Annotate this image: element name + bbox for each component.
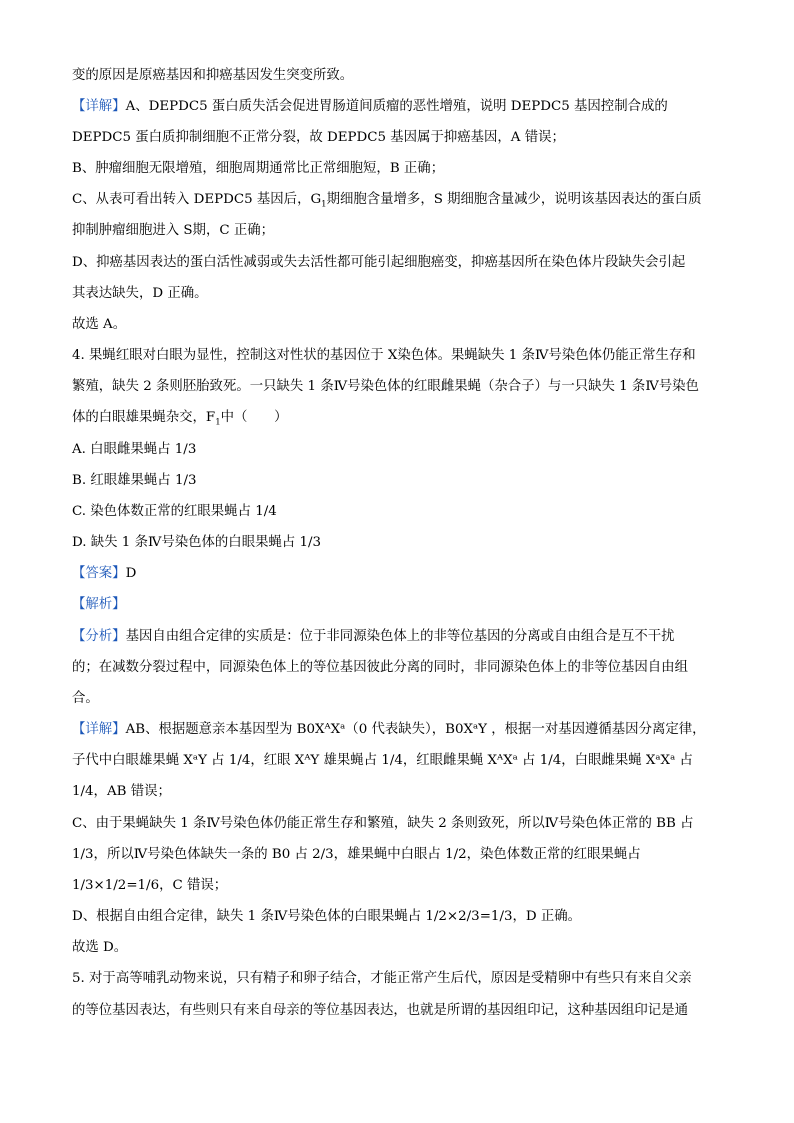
section-tag: 【答案】 [72,566,126,581]
text-line: 合。 [72,691,99,706]
text-line: 变的原因是原癌基因和抑癌基因发生突变所致。 [72,68,354,83]
text-line: C、从表可看出转入 DEPDC5 基因后，$G_1$期细胞含量增多，S 期细胞含量减少，说明该基因表达的蛋白质 [72,192,702,210]
text-line: 【详解】A、DEPDC5 蛋白质失活会促进胃肠道间质瘤的恶性增殖，说明 DEPDC5 基因控制合成的 [72,99,668,114]
section-tag: 【分析】 [72,629,126,644]
text-line: 1/4，AB 错误； [72,784,171,799]
text-line: 故选 A。 [72,317,127,332]
question-stem: 繁殖，缺失 2 条则胚胎致死。一只缺失 1 条Ⅳ号染色体的红眼雌果蝇（杂合子）与一只缺失 1 条Ⅳ号染色 [72,379,699,394]
text-line: 故选 D。 [72,940,128,955]
text-line: DEPDC5 蛋白质抑制细胞不正常分裂，故 DEPDC5 基因属于抑癌基因，A 错误； [72,130,565,145]
option-c: C. 染色体数正常的红眼果蝇占 1/4 [72,504,277,519]
text-line: C、由于果蝇缺失 1 条Ⅳ号染色体仍能正常生存和繁殖，缺失 2 条则致死，所以Ⅳ号染色体正常的 BB 占 [72,816,694,831]
answer-line: 【答案】D [72,566,137,581]
text-line: 1/3，所以Ⅳ号染色体缺失一条的 B0 占 2/3，雄果蝇中白眼占 1/2，染色体数正常的红眼果蝇占 [72,847,641,862]
section-tag: 【详解】 [72,99,126,114]
option-a: A. 白眼雌果蝇占 1/3 [72,442,197,457]
text-line: D、抑癌基因表达的蛋白活性减弱或失去活性都可能引起细胞癌变，抑癌基因所在染色体片段缺失会引起 [72,255,686,270]
analysis-heading [72,595,126,615]
text-line: B、肿瘤细胞无限增殖，细胞周期通常比正常细胞短，B 正确； [72,161,445,176]
section-tag: 【解析】 [72,597,126,612]
text-line: 【详解】AB、根据题意亲本基因型为 B0XᴬXᵃ（0 代表缺失），B0XᵃY ，根据一对基因遵循基因分离定律， [72,722,706,737]
text-line: 的；在减数分裂过程中，同源染色体上的等位基因彼此分离的同时，非同源染色体上的非等位基因自由组 [72,660,688,675]
option-b: B. 红眼雄果蝇占 1/3 [72,473,197,488]
text-line: 子代中白眼雄果蝇 XᵃY 占 1/4，红眼 XᴬY 雄果蝇占 1/4，红眼雌果蝇 XᴬXᵃ 占 1/4，白眼雌果蝇 XᵃXᵃ 占 [72,753,693,768]
text-line: 1/3×1/2=1/6，C 错误； [72,878,228,893]
question-stem: 5. 对于高等哺乳动物来说，只有精子和卵子结合，才能正常产生后代，原因是受精卵中有些只有来自父亲 [72,971,692,986]
text-line: 【分析】基因自由组合定律的实质是：位于非同源染色体上的非等位基因的分离或自由组合是互不干扰 [72,629,675,644]
question-stem: 体的白眼雄果蝇杂交，$F_1$中（ ） [72,410,288,428]
text-line: 其表达缺失，D 正确。 [72,286,208,301]
section-tag: 【详解】 [72,722,126,737]
question-stem: 的等位基因表达，有些则只有来自母亲的等位基因表达，也就是所谓的基因组印记，这种基因组印记是通 [72,1003,688,1018]
text-line: D、根据自由组合定律，缺失 1 条Ⅳ号染色体的白眼果蝇占 1/2×2/3=1/3，D 正确。 [72,909,582,924]
option-d: D. 缺失 1 条Ⅳ号染色体的白眼果蝇占 1/3 [72,535,322,550]
question-stem: 4. 果蝇红眼对白眼为显性，控制这对性状的基因位于 X染色体。果蝇缺失 1 条Ⅳ号染色体仍能正常生存和 [72,348,696,363]
text-line: 抑制肿瘤细胞进入 S期，C 正确； [72,223,275,238]
